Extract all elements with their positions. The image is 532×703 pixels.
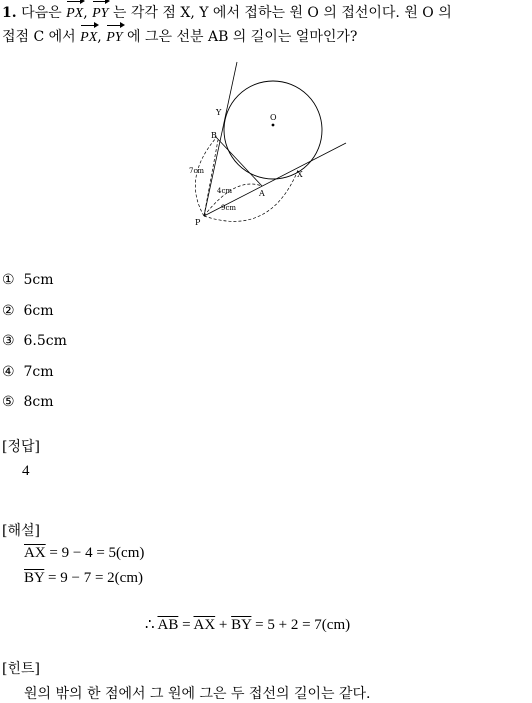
label-b: B [211,131,217,140]
vector-px: PX [66,3,83,25]
option-text: 8cm [23,394,54,410]
hint-heading: [힌트] [2,661,40,677]
explanation-line-2 [24,570,143,587]
question-text-part: 에 그은 선분 AB 의 길이는 얼마인가? [126,29,358,45]
option-text: 6cm [23,303,54,319]
center-point [272,124,275,127]
answer-value: 4 [22,463,30,479]
option-text: 6.5cm [23,333,67,349]
label-o: O [270,113,277,122]
option-1[interactable] [2,272,54,288]
question-text-part: 접점 C 에서 [2,29,76,45]
circle-o [224,81,322,179]
question-number: 1. [2,5,17,21]
equation-text: = 9 − 4 = 5(cm) [49,545,145,561]
option-mark: ④ [2,364,15,380]
option-text: 7cm [23,364,54,380]
option-mark: ① [2,272,15,288]
segment-ab: $\overline{AB}$ [157,617,179,633]
arc-pb [195,138,216,216]
geometry-figure [180,58,355,233]
plus-sign: + [218,617,228,633]
segment-ax: $\overline{AX}$ [24,545,46,561]
option-3[interactable] [2,333,67,349]
option-2[interactable] [2,303,54,319]
answer-heading: [정답] [2,439,40,455]
option-4[interactable] [2,364,54,380]
explanation-conclusion [145,615,350,634]
hint-text: 원의 밖의 한 점에서 그 원에 그은 두 접선의 길이는 같다. [24,686,371,702]
vector-py: PY [92,3,108,25]
option-mark: ③ [2,333,15,349]
label-p: P [195,218,201,227]
equals-sign: = [182,617,191,633]
option-mark: ② [2,303,15,319]
segment-by: $\overline{BY}$ [24,570,45,586]
question-line-2: 접점 C 에서 PX, PY 에 그은 선분 AB 의 길이는 얼마인가? [2,26,357,49]
question-line-1: 1. 다음은 PX, PY 는 각각 점 X, Y 에서 접하는 원 O 의 접선이다. 원 O 의 [2,2,452,25]
segment-ab [215,136,262,186]
segment-by: $\overline{BY}$ [231,617,252,633]
label-len-pa: 4cm [217,187,233,195]
vector-px: PX [80,27,97,49]
equation-text: = 5 + 2 = 7(cm) [255,617,351,633]
explanation-heading: [해설] [2,523,40,539]
label-y: Y [216,108,222,117]
label-len-pb: 7cm [189,167,205,175]
dashed-pb [204,140,218,216]
label-len-px: 9cm [221,204,237,212]
label-a: A [259,189,265,198]
option-5[interactable] [2,394,54,410]
option-text: 5cm [23,272,54,288]
vector-py: PY [106,27,122,49]
label-x: X [297,170,303,179]
therefore-symbol: ∴ [145,617,155,633]
question-text-part: 는 각각 점 X, Y 에서 접하는 원 O 의 접선이다. 원 O 의 [112,5,452,21]
option-mark: ⑤ [2,394,15,410]
equation-text: = 9 − 7 = 2(cm) [48,570,143,586]
question-text-part: 다음은 [21,5,62,21]
segment-ax: $\overline{AX}$ [193,617,216,633]
explanation-line-1 [24,545,144,562]
